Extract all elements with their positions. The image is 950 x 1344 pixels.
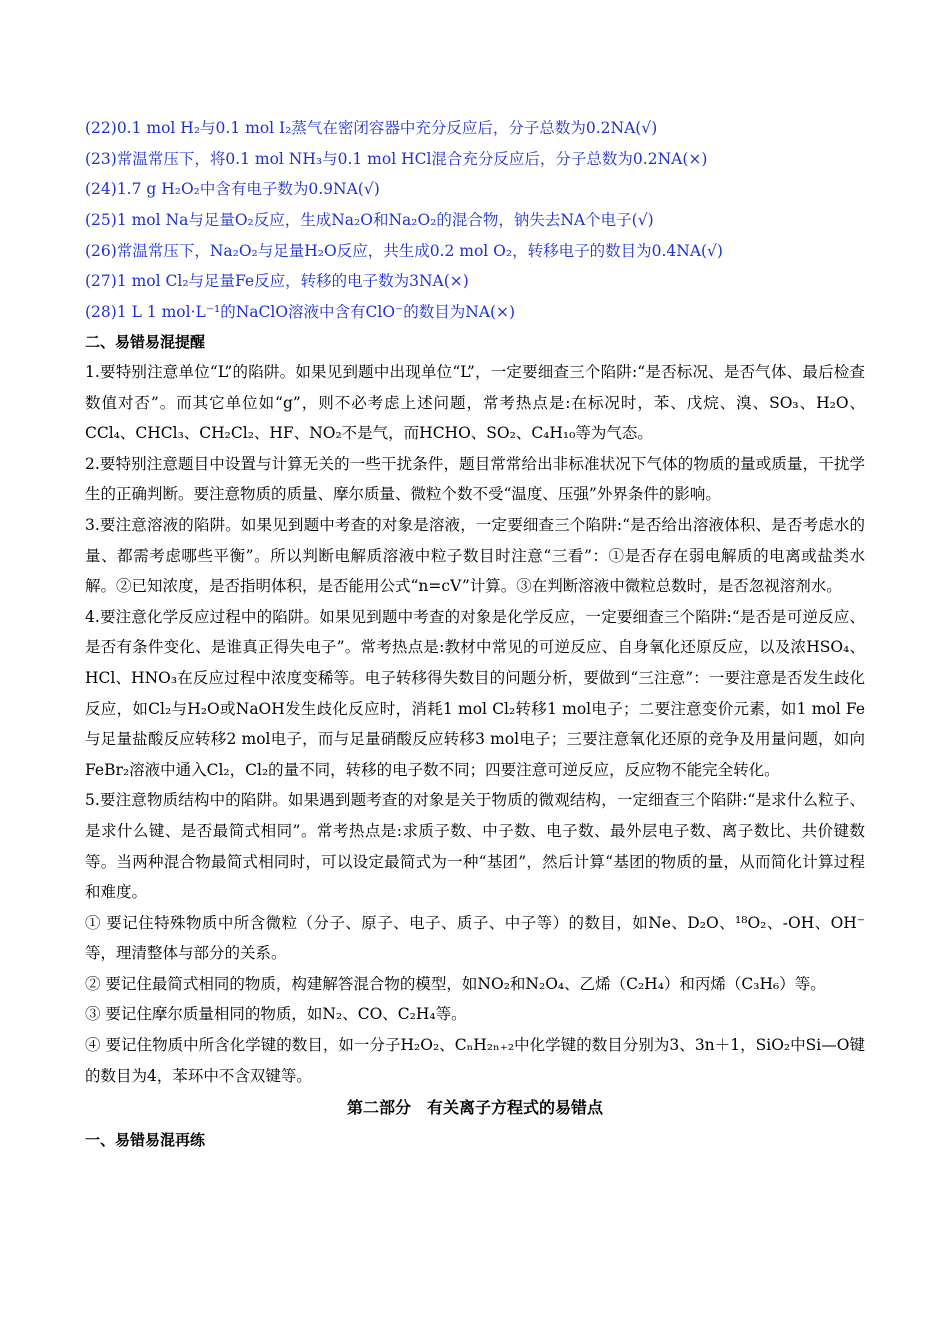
answer-item: (26)常温常压下，Na₂O₂与足量H₂O反应，共生成0.2 mol O₂，转移电子的数目为0.4NA(√) <box>85 241 723 260</box>
circled-item: ① 要记住特殊物质中所含微粒（分子、原子、电子、质子、中子等）的数目，如Ne、D₂O、¹⁸O₂、-OH、OH⁻等，理清整体与部分的关系。 <box>85 913 865 963</box>
circled-item: ④ 要记住物质中所含化学键的数目，如一分子H₂O₂、CₙH₂ₙ₊₂中化学键的数目分别为3、3n＋1，SiO₂中Si—O键的数目为4，苯环中不含双键等。 <box>85 1036 865 1085</box>
answer-item: (24)1.7 g H₂O₂中含有电子数为0.9NA(√) <box>85 180 380 199</box>
paragraph: 4.要注意化学反应过程中的陷阱。如果见到题中考查的对象是化学反应，一定要细查三个陷阱:“是否是可逆反应、是否有条件变化、是谁真正得失电子”。常考热点是:教材中常见的可逆反应、自身氧化还原反应，以及浓HSO₄、HCl、HNO₃在反应过程中浓度变稀等。电子转移得失数目的问题分析，要做到“三注意”：一要注意是否发生歧化反应，如Cl₂与H₂O或NaOH发生歧化反应时，消耗1 mol Cl₂转移1 mol电子；二要注意变价元素，如1 mol Fe与足量盐酸反应转移2 mol电子，而与足量硝酸反应转移3 mol电子；三要注意氧化还原的竞争及用量问题，如向FeBr₂溶液中通入Cl₂，Cl₂的量不同，转移的电子数不同；四要注意可逆反应，反应物不能完全转化。 <box>85 607 865 779</box>
part-title: 第二部分 有关离子方程式的易错点 <box>346 1098 603 1118</box>
answer-item: (23)常温常压下，将0.1 mol NH₃与0.1 mol HCl混合充分反应后，分子总数为0.2NA(×) <box>85 149 708 168</box>
answer-item: (28)1 L 1 mol·L⁻¹的NaClO溶液中含有ClO⁻的数目为NA(×) <box>85 303 516 322</box>
answer-item: (22)0.1 mol H₂与0.1 mol I₂蒸气在密闭容器中充分反应后，分子总数为0.2NA(√) <box>85 119 658 137</box>
paragraph: 1.要特别注意单位“L”的陷阱。如果见到题中出现单位“L”，一定要细查三个陷阱:“是否标况、是否气体、最后检查数值对否”。而其它单位如“g”，则不必考虑上述问题，常考热点是:在标况时，苯、戊烷、溴、SO₃、H₂O、CCl₄、CHCl₃、CH₂Cl₂、HF、NO₂不是气，而HCHO、SO₂、C₄H₁₀等为气态。 <box>85 363 865 443</box>
answer-item: (27)1 mol Cl₂与足量Fe反应，转移的电子数为3NA(×) <box>85 272 469 291</box>
main-content <box>85 327 865 1155</box>
section-heading: 一、易错易混再练 <box>85 1131 206 1150</box>
circled-item: ③ 要记住摩尔质量相同的物质，如N₂、CO、C₂H₄等。 <box>85 1005 467 1024</box>
paragraph: 5.要注意物质结构中的陷阱。如果遇到题考查的对象是关于物质的微观结构，一定细查三个陷阱:“是求什么粒子、是求什么键、是否最简式相同”。常考热点是:求质子数、中子数、电子数、最外层电子数、离子数比、共价键数等。当两种混合物最简式相同时，可以设定最简式为一种“基团”，然后计算“基团的物质的量，从而简化计算过程和难度。 <box>85 791 865 902</box>
paragraph: 2.要特别注意题目中设置与计算无关的一些干扰条件，题目常常给出非标准状况下气体的物质的量或质量，干扰学生的正确判断。要注意物质的质量、摩尔质量、微粒个数不受“温度、压强”外界条件的影响。 <box>85 454 865 504</box>
circled-item: ② 要记住最简式相同的物质，构建解答混合物的模型，如NO₂和N₂O₄、乙烯（C₂H₄）和丙烯（C₃H₆）等。 <box>85 974 826 993</box>
section-heading: 二、易错易混提醒 <box>85 333 206 351</box>
answer-item: (25)1 mol Na与足量O₂反应，生成Na₂O和Na₂O₂的混合物，钠失去NA个电子(√) <box>85 211 654 230</box>
answer-list <box>85 113 875 328</box>
paragraph: 3.要注意溶液的陷阱。如果见到题中考查的对象是溶液，一定要细查三个陷阱:“是否给出溶液体积、是否考虑水的量、都需考虑哪些平衡”。所以判断电解质溶液中粒子数目时注意“三看”：①是否存在弱电解质的电离或盐类水解。②已知浓度，是否指明体积，是否能用公式“n=cV”计算。③在判断溶液中微粒总数时，是否忽视溶剂水。 <box>85 515 865 596</box>
